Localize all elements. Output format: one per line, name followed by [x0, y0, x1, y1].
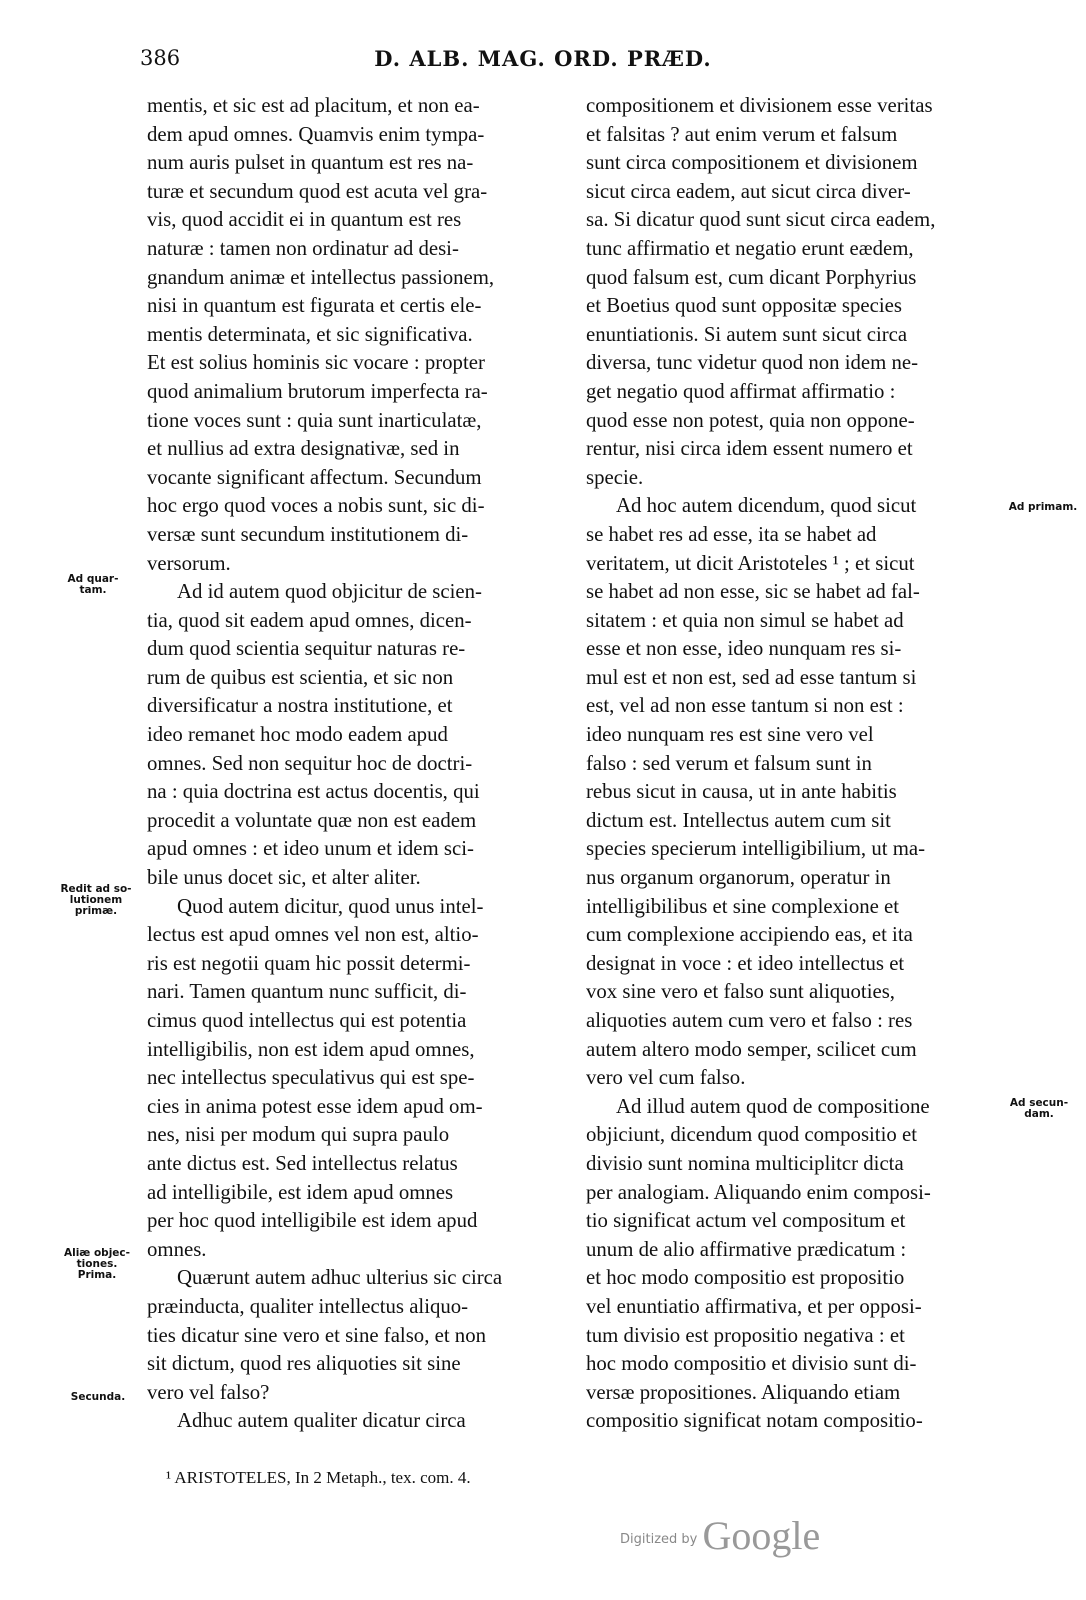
text-line: enuntiationis. Si autem sunt sicut circa: [586, 322, 908, 346]
text-line: unum de alio affirmative prædicatum :: [586, 1237, 907, 1261]
text-line: get negatio quod affirmat affirmatio :: [586, 379, 896, 403]
text-line: na : quia doctrina est actus docentis, qui: [147, 780, 480, 804]
text-line: mul est et non est, sed ad esse tantum si: [586, 665, 917, 689]
text-line: compositionem et divisionem esse veritas: [586, 94, 933, 117]
margin-note-ad-secundam: Ad secun- dam.: [1009, 1097, 1069, 1120]
text-line: nes, nisi per modum qui supra paulo: [147, 1123, 450, 1147]
text-line: omnes. Sed non sequitur hoc de doctri-: [147, 751, 473, 775]
text-line: se habet res ad esse, ita se habet ad: [586, 522, 877, 546]
text-line: veritatem, ut dicit Aristoteles ¹ ; et sicut: [586, 551, 915, 575]
text-line: præinducta, qualiter intellectus aliquo-: [147, 1294, 469, 1318]
page-number: 386: [140, 46, 181, 70]
text-line: rebus sicut in causa, ut in ante habitis: [586, 780, 897, 804]
text-line: designat in voce : et ideo intellectus et: [586, 951, 905, 975]
text-line: procedit a voluntate quæ non est eadem: [147, 808, 477, 832]
margin-note-ad-primam: Ad primam.: [1008, 501, 1078, 513]
text-line: mentis determinata, et sic significativa.: [147, 322, 473, 346]
text-line: quod esse non potest, quia non oppone-: [586, 408, 915, 432]
text-line: tia, quod sit eadem apud omnes, dicen-: [147, 608, 472, 632]
text-line: objiciunt, dicendum quod compositio et: [586, 1123, 917, 1147]
text-line: ante dictus est. Sed intellectus relatus: [147, 1151, 458, 1175]
text-line: nisi in quantum est figurata et certis ele-: [147, 294, 482, 318]
text-line: quod animalium brutorum imperfecta ra-: [147, 379, 488, 403]
text-line: cum complexione accipiendo eas, et ita: [586, 923, 913, 947]
text-line: tio significat actum vel compositum et: [586, 1209, 906, 1233]
text-line: omnes.: [147, 1237, 207, 1261]
text-line: Quærunt autem adhuc ulterius sic circa: [177, 1266, 503, 1290]
text-line: cies in anima potest esse idem apud om-: [147, 1094, 483, 1118]
watermark-logo-text: Google: [702, 1513, 821, 1558]
text-line: vis, quod accidit ei in quantum est res: [147, 208, 462, 232]
text-line: sunt circa compositionem et divisionem: [586, 151, 918, 175]
text-line: rentur, nisi circa idem essent numero et: [586, 437, 913, 461]
text-line: cimus quod intellectus qui est potentia: [147, 1009, 467, 1032]
text-line: nec intellectus speculativus qui est spe-: [147, 1066, 475, 1090]
text-line: species specierum intelligibilium, ut ma-: [586, 837, 926, 861]
text-line: esse et non esse, ideo nunquam res si-: [586, 637, 902, 661]
text-line: vocante significant affectum. Secundum: [147, 465, 482, 489]
text-line: Ad illud autem quod de compositione: [616, 1094, 930, 1118]
text-line: sa. Si dicatur quod sunt sicut circa eadem,: [586, 208, 936, 232]
text-line: tunc affirmatio et negatio erunt eædem,: [586, 236, 914, 260]
watermark-small-text: Digitized by: [620, 1532, 698, 1547]
text-line: rum de quibus est scientia, et sic non: [147, 665, 454, 689]
text-line: gnandum animæ et intellectus passionem,: [147, 265, 495, 289]
text-line: mentis, et sic est ad placitum, et non ea-: [147, 94, 480, 117]
text-line: falso : sed verum et falsum sunt in: [586, 751, 872, 775]
text-line: lectus est apud omnes vel non est, altio-: [147, 923, 479, 947]
text-line: num auris pulset in quantum est res na-: [147, 151, 474, 175]
text-line: tum divisio est propositio negativa : et: [586, 1323, 905, 1347]
text-line: divisio sunt nomina multiciplitcr dicta: [586, 1151, 904, 1175]
text-line: sit dictum, quod res aliquoties sit sine: [147, 1352, 461, 1376]
text-line: versæ sunt secundum institutionem di-: [147, 522, 469, 546]
text-line: Ad hoc autem dicendum, quod sicut: [616, 494, 917, 518]
text-line: intelligibilis, non est idem apud omnes,: [147, 1037, 475, 1061]
running-title: D. ALB. MAG. ORD. PRÆD.: [374, 46, 712, 71]
text-line: intelligibilibus et sine complexione et: [586, 894, 900, 918]
text-line: apud omnes : et ideo unum et idem sci-: [147, 837, 474, 861]
text-line: diversificatur a nostra institutione, et: [147, 694, 453, 718]
text-line: nari. Tamen quantum nunc sufficit, di-: [147, 980, 467, 1004]
text-line: hoc ergo quod voces a nobis sunt, sic di-: [147, 494, 485, 518]
right-column: [586, 92, 996, 1436]
text-line: vero vel cum falso.: [586, 1066, 746, 1090]
text-line: vox sine vero et falso sunt aliquoties,: [586, 980, 896, 1004]
text-line: sicut circa eadem, aut sicut circa diver-: [586, 179, 911, 203]
margin-note-secunda: Secunda.: [70, 1391, 126, 1403]
text-line: dictum est. Intellectus autem cum sit: [586, 808, 891, 832]
text-line: ideo remanet hoc modo eadem apud: [147, 723, 448, 747]
text-line: Ad id autem quod objicitur de scien-: [177, 580, 482, 604]
text-line: specie.: [586, 465, 644, 489]
text-line: dum quod scientia sequitur naturas re-: [147, 637, 466, 661]
text-line: ties dicatur sine vero et sine falso, et non: [147, 1323, 487, 1347]
left-column: [147, 92, 557, 1436]
text-line: vel enuntiatio affirmativa, et per opposi-: [586, 1294, 922, 1318]
text-line: sitatem : et quia non simul se habet ad: [586, 608, 904, 632]
text-line: tione voces sunt : quia sunt inarticulatæ,: [147, 408, 482, 432]
text-line: et hoc modo compositio est propositio: [586, 1266, 905, 1290]
text-line: ideo nunquam res est sine vero vel: [586, 723, 874, 747]
text-line: et falsitas ? aut enim verum et falsum: [586, 122, 898, 146]
text-line: versorum.: [147, 551, 231, 575]
text-line: autem altero modo semper, scilicet cum: [586, 1037, 917, 1061]
text-line: per analogiam. Aliquando enim composi-: [586, 1180, 931, 1204]
text-line: ris est negotii quam hic possit determi-: [147, 951, 471, 975]
text-line: est, vel ad non esse tantum si non est :: [586, 694, 904, 718]
text-line: quod falsum est, cum dicant Porphyrius: [586, 265, 917, 289]
text-line: vero vel falso?: [147, 1380, 270, 1404]
digitized-watermark: [620, 1512, 820, 1559]
margin-note-aliae: Aliæ objec- tiones. Prima.: [63, 1247, 130, 1281]
text-line: aliquoties autem cum vero et falso : res: [586, 1009, 913, 1032]
text-line: ad intelligibile, est idem apud omnes: [147, 1180, 454, 1204]
text-line: Adhuc autem qualiter dicatur circa: [177, 1409, 466, 1433]
text-line: diversa, tunc videtur quod non idem ne-: [586, 351, 919, 375]
text-line: bile unus docet sic, et alter aliter.: [147, 866, 421, 890]
page-header: [0, 46, 1086, 76]
text-line: nus organum organorum, operatur in: [586, 866, 891, 890]
text-line: Et est solius hominis sic vocare : propter: [147, 351, 485, 375]
text-line: et nullius ad extra designativæ, sed in: [147, 437, 460, 461]
margin-note-ad-quartam: Ad quar- tam.: [67, 573, 119, 596]
footnote: ¹ ARISTOTELES, In 2 Metaph., tex. com. 4.: [166, 1468, 471, 1487]
text-line: compositio significat notam compositio-: [586, 1409, 923, 1433]
text-line: per hoc quod intelligibile est idem apud: [147, 1209, 478, 1233]
text-line: naturæ : tamen non ordinatur ad desi-: [147, 236, 459, 260]
text-line: hoc modo compositio et divisio sunt di-: [586, 1352, 917, 1376]
margin-note-redit: Redit ad so- lutionem primæ.: [60, 883, 132, 917]
text-line: se habet ad non esse, sic se habet ad fal-: [586, 580, 920, 604]
text-line: et Boetius quod sunt oppositæ species: [586, 294, 902, 318]
text-line: dem apud omnes. Quamvis enim tympa-: [147, 122, 485, 146]
text-line: versæ propositiones. Aliquando etiam: [586, 1380, 901, 1404]
text-line: Quod autem dicitur, quod unus intel-: [177, 894, 484, 918]
text-line: turæ et secundum quod est acuta vel gra-: [147, 179, 488, 203]
